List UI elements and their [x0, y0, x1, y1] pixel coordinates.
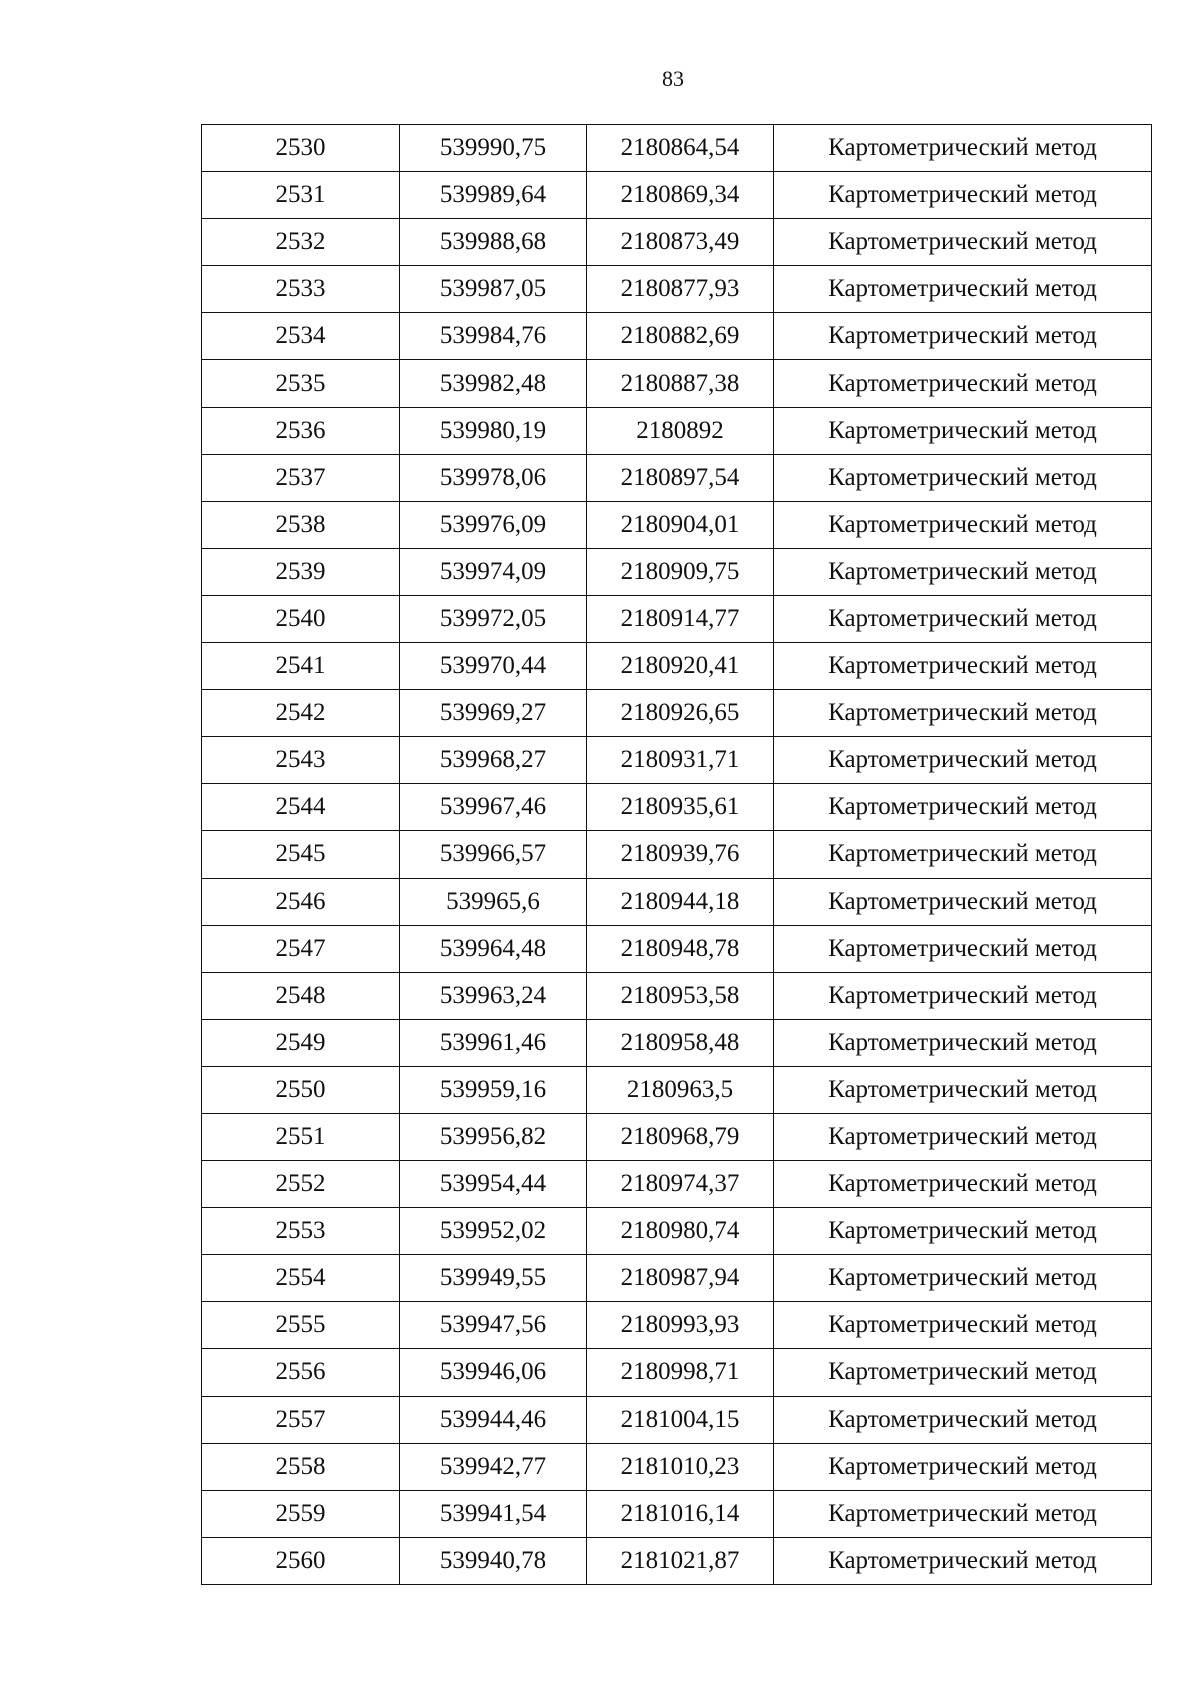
- method-cell: Картометрический метод: [774, 972, 1152, 1019]
- x-coordinate-cell: 539947,56: [400, 1302, 587, 1349]
- table-row: [202, 1066, 1152, 1113]
- x-coordinate-cell: 539990,75: [400, 125, 587, 172]
- y-coordinate-cell: 2180873,49: [587, 219, 774, 266]
- table-row: [202, 1396, 1152, 1443]
- method-cell: Картометрический метод: [774, 1208, 1152, 1255]
- x-coordinate-cell: 539941,54: [400, 1490, 587, 1537]
- y-coordinate-cell: 2180897,54: [587, 454, 774, 501]
- point-number-cell: 2550: [202, 1066, 400, 1113]
- method-cell: Картометрический метод: [774, 1443, 1152, 1490]
- point-number-cell: 2535: [202, 360, 400, 407]
- table-row: [202, 925, 1152, 972]
- y-coordinate-cell: 2180993,93: [587, 1302, 774, 1349]
- x-coordinate-cell: 539952,02: [400, 1208, 587, 1255]
- y-coordinate-cell: 2180998,71: [587, 1349, 774, 1396]
- point-number-cell: 2556: [202, 1349, 400, 1396]
- table-row: [202, 266, 1152, 313]
- x-coordinate-cell: 539956,82: [400, 1113, 587, 1160]
- x-coordinate-cell: 539980,19: [400, 407, 587, 454]
- y-coordinate-cell: 2180931,71: [587, 737, 774, 784]
- point-number-cell: 2546: [202, 878, 400, 925]
- y-coordinate-cell: 2181004,15: [587, 1396, 774, 1443]
- y-coordinate-cell: 2180864,54: [587, 125, 774, 172]
- y-coordinate-cell: 2180882,69: [587, 313, 774, 360]
- x-coordinate-cell: 539944,46: [400, 1396, 587, 1443]
- point-number-cell: 2540: [202, 595, 400, 642]
- method-cell: Картометрический метод: [774, 407, 1152, 454]
- y-coordinate-cell: 2180877,93: [587, 266, 774, 313]
- x-coordinate-cell: 539963,24: [400, 972, 587, 1019]
- point-number-cell: 2542: [202, 690, 400, 737]
- x-coordinate-cell: 539946,06: [400, 1349, 587, 1396]
- table-row: [202, 1302, 1152, 1349]
- x-coordinate-cell: 539942,77: [400, 1443, 587, 1490]
- table-row: [202, 172, 1152, 219]
- method-cell: Картометрический метод: [774, 1113, 1152, 1160]
- y-coordinate-cell: 2180935,61: [587, 784, 774, 831]
- method-cell: Картометрический метод: [774, 266, 1152, 313]
- x-coordinate-cell: 539978,06: [400, 454, 587, 501]
- point-number-cell: 2545: [202, 831, 400, 878]
- table-row: [202, 1208, 1152, 1255]
- method-cell: Картометрический метод: [774, 831, 1152, 878]
- point-number-cell: 2554: [202, 1255, 400, 1302]
- point-number-cell: 2532: [202, 219, 400, 266]
- coordinates-table: [201, 124, 1152, 1585]
- point-number-cell: 2549: [202, 1019, 400, 1066]
- table-row: [202, 690, 1152, 737]
- x-coordinate-cell: 539987,05: [400, 266, 587, 313]
- x-coordinate-cell: 539968,27: [400, 737, 587, 784]
- point-number-cell: 2548: [202, 972, 400, 1019]
- y-coordinate-cell: 2180958,48: [587, 1019, 774, 1066]
- x-coordinate-cell: 539974,09: [400, 548, 587, 595]
- method-cell: Картометрический метод: [774, 219, 1152, 266]
- table-row: [202, 1490, 1152, 1537]
- x-coordinate-cell: 539940,78: [400, 1537, 587, 1584]
- x-coordinate-cell: 539966,57: [400, 831, 587, 878]
- point-number-cell: 2531: [202, 172, 400, 219]
- x-coordinate-cell: 539972,05: [400, 595, 587, 642]
- point-number-cell: 2539: [202, 548, 400, 595]
- point-number-cell: 2534: [202, 313, 400, 360]
- x-coordinate-cell: 539964,48: [400, 925, 587, 972]
- point-number-cell: 2557: [202, 1396, 400, 1443]
- table-row: [202, 1443, 1152, 1490]
- y-coordinate-cell: 2180953,58: [587, 972, 774, 1019]
- y-coordinate-cell: 2181016,14: [587, 1490, 774, 1537]
- x-coordinate-cell: 539967,46: [400, 784, 587, 831]
- x-coordinate-cell: 539982,48: [400, 360, 587, 407]
- table-row: [202, 831, 1152, 878]
- table-row: [202, 454, 1152, 501]
- point-number-cell: 2543: [202, 737, 400, 784]
- method-cell: Картометрический метод: [774, 454, 1152, 501]
- x-coordinate-cell: 539988,68: [400, 219, 587, 266]
- y-coordinate-cell: 2180939,76: [587, 831, 774, 878]
- y-coordinate-cell: 2180987,94: [587, 1255, 774, 1302]
- method-cell: Картометрический метод: [774, 1066, 1152, 1113]
- method-cell: Картометрический метод: [774, 690, 1152, 737]
- y-coordinate-cell: 2180944,18: [587, 878, 774, 925]
- table-row: [202, 643, 1152, 690]
- method-cell: Картометрический метод: [774, 172, 1152, 219]
- x-coordinate-cell: 539989,64: [400, 172, 587, 219]
- point-number-cell: 2537: [202, 454, 400, 501]
- y-coordinate-cell: 2180887,38: [587, 360, 774, 407]
- y-coordinate-cell: 2180968,79: [587, 1113, 774, 1160]
- table-row: [202, 1255, 1152, 1302]
- point-number-cell: 2559: [202, 1490, 400, 1537]
- point-number-cell: 2551: [202, 1113, 400, 1160]
- method-cell: Картометрический метод: [774, 1396, 1152, 1443]
- x-coordinate-cell: 539961,46: [400, 1019, 587, 1066]
- point-number-cell: 2555: [202, 1302, 400, 1349]
- method-cell: Картометрический метод: [774, 1537, 1152, 1584]
- table-row: [202, 972, 1152, 1019]
- method-cell: Картометрический метод: [774, 737, 1152, 784]
- point-number-cell: 2536: [202, 407, 400, 454]
- x-coordinate-cell: 539969,27: [400, 690, 587, 737]
- point-number-cell: 2547: [202, 925, 400, 972]
- table-row: [202, 219, 1152, 266]
- method-cell: Картометрический метод: [774, 925, 1152, 972]
- y-coordinate-cell: 2180920,41: [587, 643, 774, 690]
- table-row: [202, 548, 1152, 595]
- y-coordinate-cell: 2180948,78: [587, 925, 774, 972]
- table-row: [202, 407, 1152, 454]
- table-row: [202, 595, 1152, 642]
- method-cell: Картометрический метод: [774, 1349, 1152, 1396]
- table-row: [202, 1537, 1152, 1584]
- point-number-cell: 2552: [202, 1161, 400, 1208]
- x-coordinate-cell: 539976,09: [400, 501, 587, 548]
- y-coordinate-cell: 2181021,87: [587, 1537, 774, 1584]
- point-number-cell: 2530: [202, 125, 400, 172]
- method-cell: Картометрический метод: [774, 501, 1152, 548]
- y-coordinate-cell: 2180974,37: [587, 1161, 774, 1208]
- y-coordinate-cell: 2180909,75: [587, 548, 774, 595]
- y-coordinate-cell: 2181010,23: [587, 1443, 774, 1490]
- y-coordinate-cell: 2180980,74: [587, 1208, 774, 1255]
- method-cell: Картометрический метод: [774, 1161, 1152, 1208]
- y-coordinate-cell: 2180892: [587, 407, 774, 454]
- y-coordinate-cell: 2180914,77: [587, 595, 774, 642]
- point-number-cell: 2560: [202, 1537, 400, 1584]
- table-row: [202, 501, 1152, 548]
- table-row: [202, 1349, 1152, 1396]
- method-cell: Картометрический метод: [774, 1255, 1152, 1302]
- x-coordinate-cell: 539959,16: [400, 1066, 587, 1113]
- table-row: [202, 1113, 1152, 1160]
- point-number-cell: 2544: [202, 784, 400, 831]
- method-cell: Картометрический метод: [774, 643, 1152, 690]
- y-coordinate-cell: 2180926,65: [587, 690, 774, 737]
- method-cell: Картометрический метод: [774, 125, 1152, 172]
- method-cell: Картометрический метод: [774, 784, 1152, 831]
- method-cell: Картометрический метод: [774, 360, 1152, 407]
- table-row: [202, 737, 1152, 784]
- point-number-cell: 2533: [202, 266, 400, 313]
- coordinates-table-body: [202, 125, 1152, 1585]
- page-number: 83: [662, 66, 684, 91]
- point-number-cell: 2553: [202, 1208, 400, 1255]
- y-coordinate-cell: 2180904,01: [587, 501, 774, 548]
- method-cell: Картометрический метод: [774, 595, 1152, 642]
- x-coordinate-cell: 539949,55: [400, 1255, 587, 1302]
- y-coordinate-cell: 2180963,5: [587, 1066, 774, 1113]
- x-coordinate-cell: 539970,44: [400, 643, 587, 690]
- method-cell: Картометрический метод: [774, 1019, 1152, 1066]
- method-cell: Картометрический метод: [774, 878, 1152, 925]
- method-cell: Картометрический метод: [774, 1302, 1152, 1349]
- method-cell: Картометрический метод: [774, 1490, 1152, 1537]
- method-cell: Картометрический метод: [774, 313, 1152, 360]
- table-row: [202, 784, 1152, 831]
- x-coordinate-cell: 539954,44: [400, 1161, 587, 1208]
- point-number-cell: 2558: [202, 1443, 400, 1490]
- x-coordinate-cell: 539984,76: [400, 313, 587, 360]
- point-number-cell: 2541: [202, 643, 400, 690]
- point-number-cell: 2538: [202, 501, 400, 548]
- table-row: [202, 313, 1152, 360]
- x-coordinate-cell: 539965,6: [400, 878, 587, 925]
- table-row: [202, 360, 1152, 407]
- table-row: [202, 1019, 1152, 1066]
- y-coordinate-cell: 2180869,34: [587, 172, 774, 219]
- table-row: [202, 1161, 1152, 1208]
- table-row: [202, 878, 1152, 925]
- table-row: [202, 125, 1152, 172]
- method-cell: Картометрический метод: [774, 548, 1152, 595]
